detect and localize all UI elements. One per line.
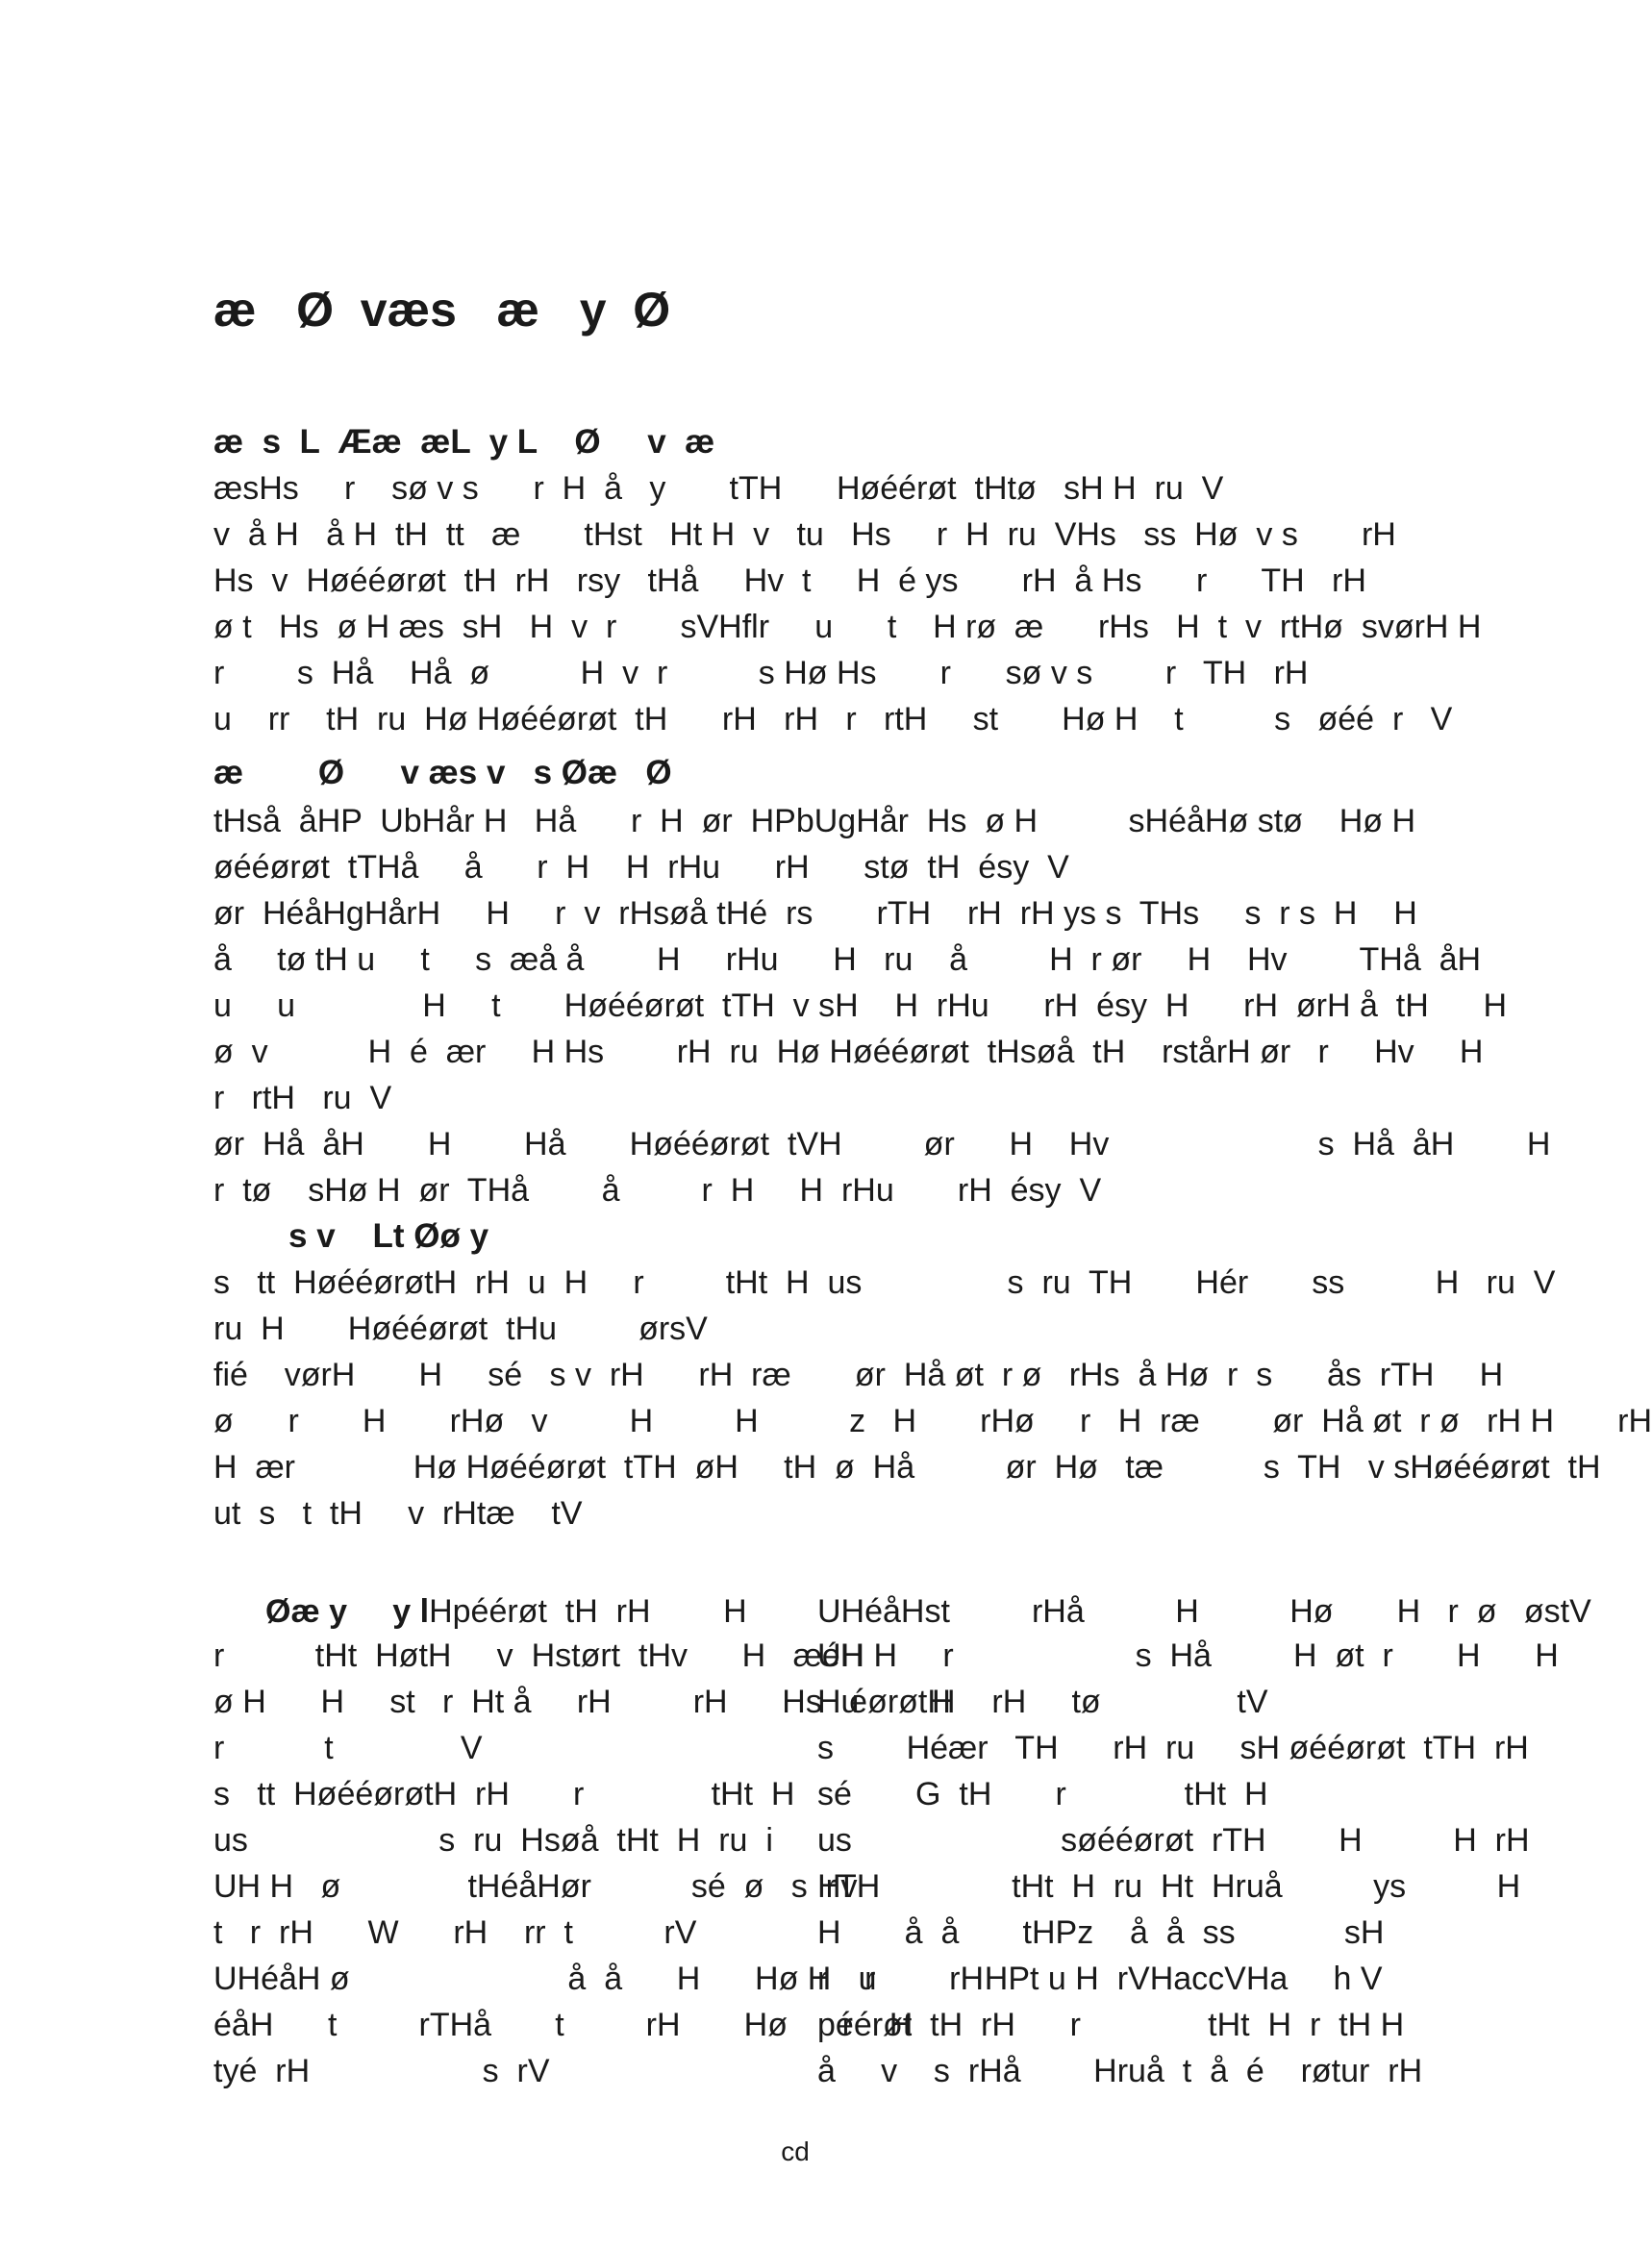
section-1-line: ø t Hs ø H æs sH H v r sVHflr u t H rø æ rHs H t v rtHø svørH H xyxy=(213,609,1482,645)
left-column-line: r tHt HøtH v Hstørt tHv H æéH xyxy=(213,1637,864,1674)
left-column-line: s tt HøééørøtH rH r tHt H xyxy=(213,1776,795,1812)
right-column-line: Hv tHt H ru Ht Hruå ys H xyxy=(817,1868,1521,1905)
section-2-heading: æ Ø v æs v s Øæ Ø xyxy=(213,754,672,791)
right-column-line: UH H r s Hå H øt r H H xyxy=(817,1637,1559,1674)
section-3-line: ru H Høééørøt tHu ørsV xyxy=(213,1311,708,1347)
right-column-line: s Héær TH rH ru sH øééørøt tTH rH xyxy=(817,1730,1529,1766)
section-2-line: r rtH ru V xyxy=(213,1080,392,1116)
section-2-line: øééørøt tTHå å r H H rHu rH stø tH ésy V xyxy=(213,849,1069,886)
right-column-line: r r HPt u H rVHaccVHa h V xyxy=(817,1961,1383,1997)
left-column-line: us s ru Hsøå tHt H ru i xyxy=(213,1822,773,1859)
section-3-line: ø r H rHø v H H z H rHø r H ræ ør Hå øt r ø rH H rH xyxy=(213,1403,1652,1439)
left-column-line: éåH t rTHå t rH Hø r H xyxy=(213,2007,914,2043)
section-2-line: ø v H é ær H Hs rH ru Hø Høééørøt tHsøå tH rstårH ør r Hv H xyxy=(213,1034,1484,1070)
left-column-line: tyé rH s rV xyxy=(213,2053,550,2089)
section-1-heading: æ s L Ææ æL y L Ø v æ xyxy=(213,423,715,461)
section-2-line: u u H t Høééørøt tTH v sH H rHu rH ésy H rH ørH å tH H xyxy=(213,987,1508,1024)
right-column-line: UHéåHst rHå H Hø H r ø østV xyxy=(817,1593,1591,1630)
right-column-line: sé G tH r tHt H xyxy=(817,1776,1268,1812)
right-column-line: Hu H rH tø tV xyxy=(817,1684,1268,1720)
right-column-line: us søééørøt rTH H H rH xyxy=(817,1822,1530,1859)
section-1-line: v å H å H tH tt æ tHst Ht H v tu Hs r H ru VHs ss Hø v s rH xyxy=(213,516,1396,553)
section-2-line: tHså åHP UbHår H Hå r H ør HPbUgHår Hs ø H sHéåHø stø Hø H xyxy=(213,803,1416,839)
section-2-line: ør HéåHgHårH H r v rHsøå tHé rs rTH rH rH ys s THs s r s H H xyxy=(213,895,1417,932)
right-column-line: péérøt tH rH r tHt H r tH H xyxy=(817,2007,1405,2043)
left-column-heading-bold: Øæ y y l xyxy=(265,1593,430,1630)
section-3-line: s tt HøééørøtH rH u H r tHt H us s ru TH Hér ss H ru V xyxy=(213,1264,1556,1301)
section-2-line: å tø tH u t s æå å H rHu H ru å H r ør H Hv THå åH xyxy=(213,941,1482,978)
section-3-line: fié vørH H sé s v rH rH ræ ør Hå øt r ø rHs å Hø r s ås rTH H xyxy=(213,1357,1504,1393)
section-2-line: r tø sHø H ør THå å r H H rHu rH ésy V xyxy=(213,1172,1102,1209)
left-column-line: UHéåH ø å å H Hø H u rH xyxy=(213,1961,985,1997)
section-3-line: H ær Hø Høééørøt tTH øH tH ø Hå ør Hø tæ s TH v sHøééørøt tH xyxy=(213,1449,1601,1486)
left-column-line: UH H ø tHéåHør sé ø s rTH xyxy=(213,1868,881,1905)
section-3-line: ut s t tH v rHtæ tV xyxy=(213,1495,583,1532)
left-column-line: r t V xyxy=(213,1730,483,1766)
left-column-heading-rest: Hpéérøt tH rH H xyxy=(429,1593,747,1630)
section-1-line: u rr tH ru Hø Høééørøt tH rH rH r rtH st Hø H t s øéé r V xyxy=(213,701,1453,737)
left-column-heading xyxy=(265,1592,862,1631)
right-column-line: H å å tHPz å å ss sH xyxy=(817,1914,1385,1951)
left-column-line: ø H H st r Ht å rH rH Hs éørøtH xyxy=(213,1684,951,1720)
page-title: æ Ø væs æ y Ø xyxy=(213,283,671,337)
page-number: cd xyxy=(781,2137,810,2166)
section-2-line: ør Hå åH H Hå Høééørøt tVH ør H Hv s Hå åH H xyxy=(213,1126,1551,1162)
section-1-line: Hs v Høééørøt tH rH rsy tHå Hv t H é ys rH å Hs r TH rH xyxy=(213,562,1366,599)
section-3-heading: s v Lt Øø y xyxy=(288,1217,489,1255)
right-column-line: å v s rHå Hruå t å é røtur rH xyxy=(817,2053,1423,2089)
left-column-line: t r rH W rH rr t rV xyxy=(213,1914,697,1951)
section-1-line: æsHs r sø v s r H å y tTH Høéérøt tHtø sH H ru V xyxy=(213,470,1224,507)
section-1-line: r s Hå Hå ø H v r s Hø Hs r sø v s r TH rH xyxy=(213,655,1309,691)
